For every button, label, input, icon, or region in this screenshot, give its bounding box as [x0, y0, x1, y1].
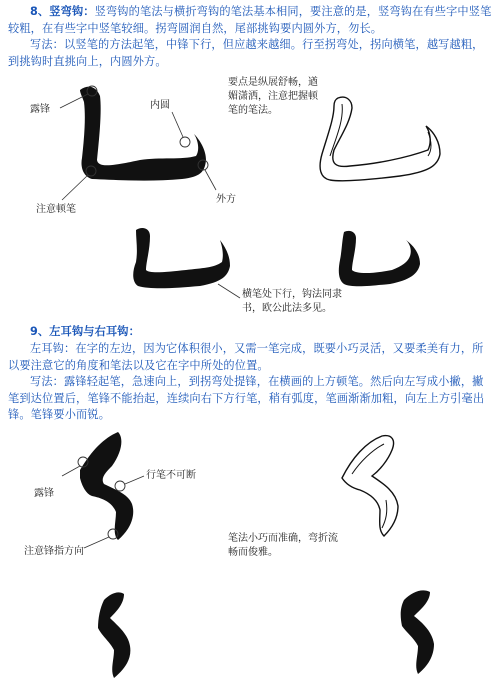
- left-ear-hook-stroke-small-1: [98, 592, 130, 678]
- label-xingbi: 行笔不可断: [146, 470, 196, 481]
- label-bifeng: 注意锋指方向: [24, 546, 84, 557]
- section9-paragraph-1: 左耳钩：在字的左边，因为它体积很小，又需一笔完成，既要小巧灵活，又要柔美有力，所以要注意它的角度和笔法以及它在字中所处的位置。: [8, 342, 484, 372]
- section9-paragraph-2: 写法：露锋轻起笔，急速向上，到拐弯处提锋，在横画的上方顿笔。然后向左写成小撇，撇笔到达位置后，笔锋不能抬起，连续向右下方行笔，稍有弧度，笔画渐渐加粗，向左上方引毫出锋。笔锋要小而锐。: [8, 375, 485, 421]
- section8-heading: 8、竖弯钩：: [30, 5, 95, 18]
- leader-line-lufeng-9: [62, 466, 80, 476]
- label-lufeng-9: 露锋: [34, 488, 54, 499]
- leader-line-xingbi: [125, 476, 144, 484]
- section8-paragraph-1-text: 竖弯钩的笔法与横折弯钩的笔法基本相同，要注意的是，竖弯钩在有些字中竖笔较粗，在有些字中竖笔较细。拐弯圆润自然，尾部挑钩要内圆外方，勿长。: [8, 5, 492, 35]
- label-dunbi: 注意顿笔: [36, 204, 76, 215]
- section9-note: 笔法小巧而准确，弯折流畅而俊雅。: [228, 533, 338, 558]
- label-waifang: 外方: [216, 194, 236, 205]
- section9-heading: 9、左耳钩与右耳钩：: [30, 325, 140, 338]
- annotation-circle-xingbi: [115, 481, 125, 491]
- section8-paragraph-2: 写法：以竖笔的方法起笔，中锋下行，但应越来越细。行至拐弯处，拐向横笔，越写越粗，到挑钩时直挑向上，内圆外方。: [8, 38, 484, 68]
- leader-line-bifeng: [84, 537, 109, 548]
- label-neiyuan: 内圆: [150, 100, 170, 111]
- left-ear-hook-stroke-small-2: [401, 590, 434, 674]
- label-lufeng-8: 露锋: [30, 104, 50, 115]
- left-ear-hook-outline-inner: [352, 444, 387, 528]
- section8-note-top: 要点是纵展舒畅，遒媚潇洒，注意把握顿笔的笔法。: [228, 77, 318, 116]
- section8-note-bottom: 横笔处下行，钩法同隶书，欧公此法多见。: [242, 289, 342, 314]
- left-ear-hook-stroke-outline: [342, 436, 398, 536]
